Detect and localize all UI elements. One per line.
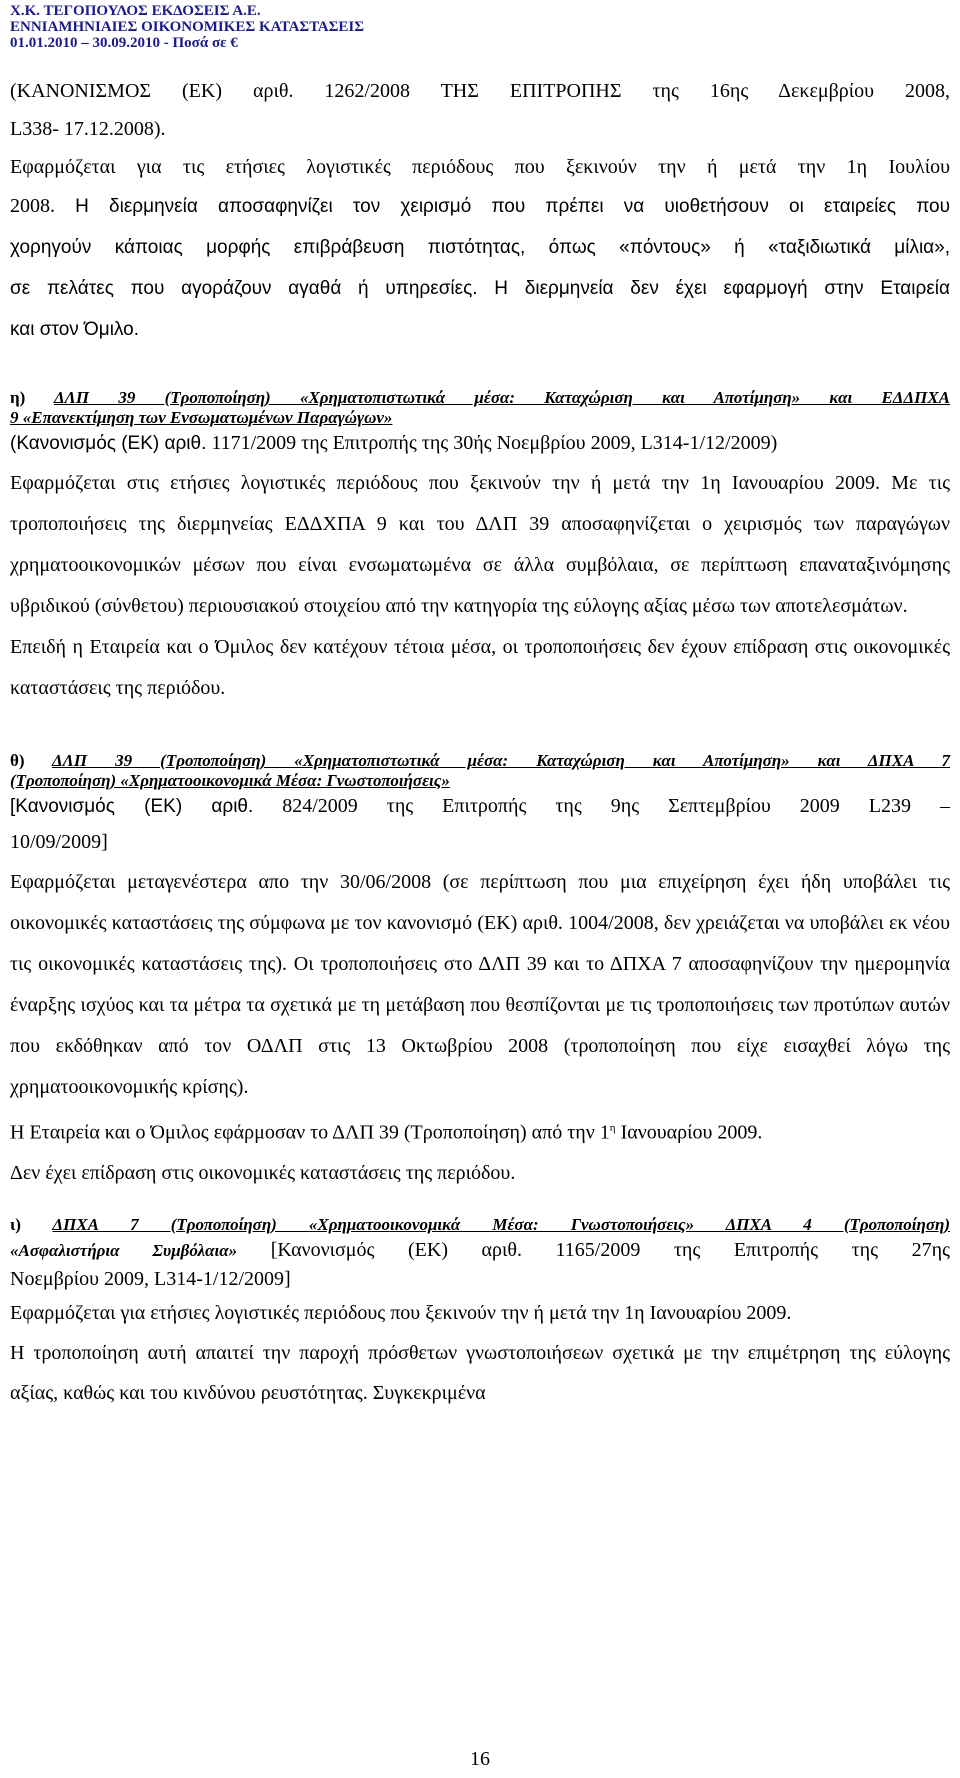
section-label: η) bbox=[10, 388, 26, 407]
section-label: θ) bbox=[10, 751, 25, 770]
heading-title: (Τροποποίηση) «Χρηματοοικονομικά Μέσα: Γνωστοποιήσεις» bbox=[10, 771, 450, 790]
company-name: Χ.Κ. ΤΕΓΟΠΟΥΛΟΣ ΕΚΔΟΣΕΙΣ Α.Ε. bbox=[10, 3, 261, 19]
section-label: ι) bbox=[10, 1214, 21, 1234]
paragraph-line bbox=[10, 186, 950, 227]
paragraph bbox=[10, 1108, 950, 1153]
paragraph: Εφαρμόζεται μεταγενέστερα απο την 30/06/2008 (σε περίπτωση που μια επιχείρηση έχει ήδη υποβάλει τις οικονομικές καταστάσεις της σύμφωνα με τον κανονισμό (ΕΚ) αριθ. 1004/2008, δεν χρειάζεται να υποβάλει εκ νέου τις οικονομικές καταστάσεις της). Οι τροποποιήσεις στο ΔΛΠ 39 και το ΔΠΧΑ 7 αποσαφηνίζουν την ημερομηνία έναρξης ισχύος και τα μέτρα τα σχετικά με τη μετάβαση που θεσπίζονται με τις τροποποιήσεις των προτύπων αυτών που εκδόθηκαν από τον ΟΔΛΠ στις 13 Οκτωβρίου 2008 (τροποποίηση που είχε εισαχθεί λόγω της χρηματοοικονομικής κρίσης). bbox=[10, 871, 950, 1098]
paragraph: Εφαρμόζεται για ετήσιες λογιστικές περιόδους που ξεκινούν την ή μετά την 1η Ιανουαρίου 2009. bbox=[10, 1301, 792, 1324]
reference-text: [Κανονισμός (ΕΚ) αριθ. 1165/2009 της Επιτροπής της 27ης bbox=[237, 1238, 950, 1261]
paragraph: Εφαρμόζεται στις ετήσιες λογιστικές περιόδους που ξεκινούν την ή μετά την 1η Ιανουαρίου 2009. Με τις τροποποιήσεις της διερμηνείας ΕΔΔΧΠΑ 9 και του ΔΛΠ 39 αποσαφηνίζεται ο χειρισμός των παραγώγων χρηματοοικονομικών μέσων που είναι ενσωματωμένα σε άλλα συμβόλαια, σε περίπτωση επαναταξινόμησης υβριδικού (σύνθετου) περιουσιακού στοιχείου από την κατηγορία της εύλογης αξίας μέσω των αποτελεσμάτων. bbox=[10, 472, 950, 617]
paragraph-line: Εφαρμόζεται για τις ετήσιες λογιστικές περιόδους που ξεκινούν την ή μετά την 1η Ιουλίου bbox=[10, 156, 950, 178]
section-i bbox=[10, 1213, 950, 1413]
reference-text: [Κανονισμός (ΕΚ) αριθ. bbox=[10, 796, 254, 817]
reference-text: (Κανονισμός (ΕΚ) αριθ. bbox=[10, 433, 207, 454]
page-content bbox=[10, 72, 950, 1413]
section-heading bbox=[10, 388, 950, 428]
reference-text: 1171/2009 της Επιτροπής της 30ής Νοεμβρίου 2009, L314-1/12/2009) bbox=[206, 432, 778, 454]
paragraph-line: χορηγούν κάποιας μορφής επιβράβευση πιστότητας, όπως «πόντους» ή «ταξιδιωτικά μίλια», bbox=[10, 237, 950, 258]
report-period: 01.01.2010 – 30.09.2010 - Ποσά σε € bbox=[10, 35, 238, 51]
paragraph-line: και στον Όμιλο. bbox=[10, 319, 140, 340]
paragraph-line bbox=[10, 268, 950, 309]
paragraph: Δεν έχει επίδραση στις οικονομικές καταστάσεις της περιόδου. bbox=[10, 1161, 516, 1184]
paragraph: Η τροποποίηση αυτή απαιτεί την παροχή πρόσθετων γνωστοποιήσεων σχετικά με την επιμέτρηση της εύλογης αξίας, καθώς και του κινδύνου ρευστότητας. Συγκεκριμένα bbox=[10, 1341, 950, 1404]
paragraph-text: Η διερμηνεία δεν έχει εφαρμογή στην Εταιρεία bbox=[477, 278, 950, 299]
reference-date: 10/09/2009] bbox=[10, 831, 108, 853]
regulation-reference bbox=[10, 791, 950, 822]
section-heading bbox=[10, 1213, 950, 1237]
heading-title: 9 «Επανεκτίμηση των Ενσωματωμένων Παραγώγων» bbox=[10, 408, 393, 427]
paragraph-text: σε πελάτες που αγοράζουν αγαθά ή υπηρεσίες. bbox=[10, 278, 478, 299]
section-z bbox=[10, 72, 950, 350]
regulation-reference: Νοεμβρίου 2009, L314-1/12/2009] bbox=[10, 1267, 291, 1290]
document-header bbox=[10, 3, 364, 51]
heading-title: ΔΠΧΑ 7 (Τροποποίηση) «Χρηματοοικονομικά Μέσα: Γνωστοποιήσεις» ΔΠΧΑ 4 (Τροποποίηση) bbox=[52, 1214, 950, 1234]
section-th bbox=[10, 751, 950, 1193]
section-heading-continued bbox=[10, 1237, 950, 1265]
heading-title: ΔΛΠ 39 (Τροποποίηση) «Χρηματοπιστωτικά μέσα: Καταχώριση και Αποτίμηση» και ΔΠΧΑ 7 bbox=[51, 751, 950, 770]
regulation-reference bbox=[10, 428, 950, 459]
paragraph: Επειδή η Εταιρεία και ο Όμιλος δεν κατέχουν τέτοια μέσα, οι τροποποιήσεις δεν έχουν επίδραση στις οικονομικές καταστάσεις της περιόδου. bbox=[10, 636, 950, 699]
section-heading bbox=[10, 751, 950, 791]
reference-text: 824/2009 της Επιτροπής της 9ης Σεπτεμβρίου 2009 L239 – bbox=[253, 795, 950, 817]
paragraph-line: (ΚΑΝΟΝΙΣΜΟΣ (ΕΚ) αριθ. 1262/2008 ΤΗΣ ΕΠΙΤΡΟΠΗΣ της 16ης Δεκεμβρίου 2008, bbox=[10, 80, 950, 102]
heading-title: ΔΛΠ 39 (Τροποποίηση) «Χρηματοπιστωτικά μέσα: Καταχώριση και Αποτίμηση» και ΕΔΔΠΧΑ bbox=[53, 388, 951, 407]
year-text: 2008. bbox=[10, 195, 55, 217]
paragraph-text: Η διερμηνεία αποσαφηνίζει τον χειρισμό που πρέπει να υιοθετήσουν οι εταιρείες που bbox=[55, 196, 950, 217]
superscript: η bbox=[609, 1122, 616, 1134]
paragraph-line: L338- 17.12.2008). bbox=[10, 118, 166, 140]
page-number: 16 bbox=[470, 1748, 490, 1770]
section-h bbox=[10, 388, 950, 709]
paragraph-text: Η Εταιρεία και ο Όμιλος εφάρμοσαν το ΔΛΠ 39 (Τροποποίηση) από την 1 bbox=[10, 1121, 610, 1144]
report-title: ΕΝΝΙΑΜΗΝΙΑΙΕΣ ΟΙΚΟΝΟΜΙΚΕΣ ΚΑΤΑΣΤΑΣΕΙΣ bbox=[10, 19, 365, 35]
paragraph-text: Ιανουαρίου 2009. bbox=[615, 1121, 763, 1144]
heading-title: «Ασφαλιστήρια Συμβόλαια» bbox=[10, 1240, 238, 1260]
